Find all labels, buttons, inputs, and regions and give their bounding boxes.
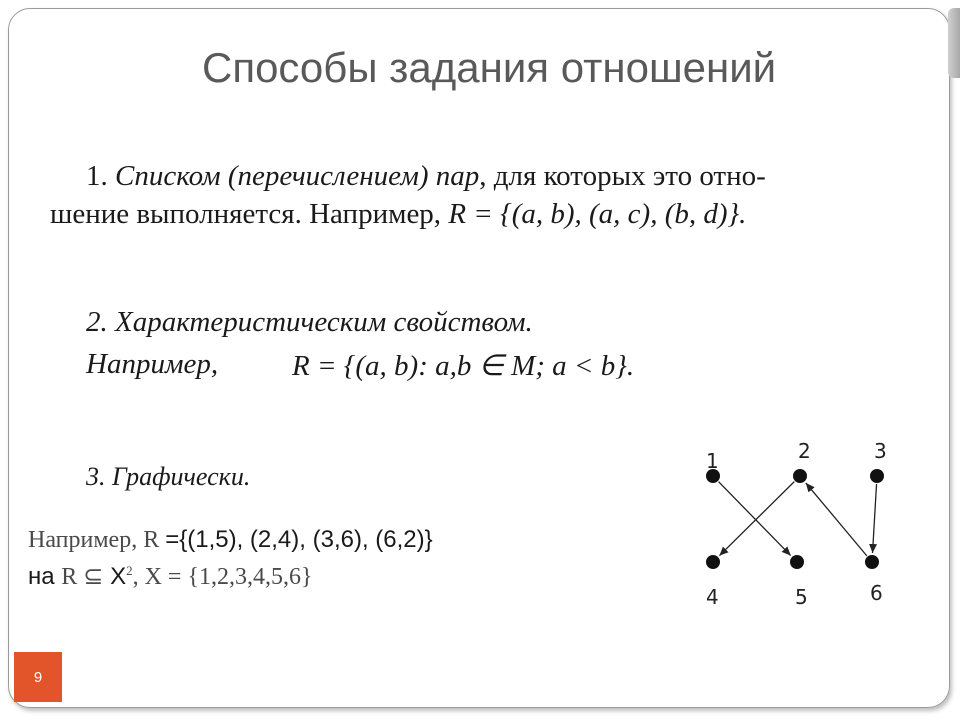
- method2-formula: R = {(a, b): a,b ∈ M; a < b}.: [292, 350, 635, 382]
- example-exponent: 2: [126, 563, 133, 578]
- method2-example-label: Например,: [86, 348, 219, 380]
- method1-number: 1.: [86, 160, 115, 192]
- subset-symbol: ⊆: [83, 564, 104, 590]
- slide-corner-tab: [948, 8, 960, 78]
- node-4: [706, 555, 720, 569]
- example-label: Например, R: [28, 527, 166, 553]
- node-3: [870, 469, 884, 483]
- node-label-2: 2: [798, 439, 811, 463]
- method1-formula: R = {(a, b), (a, c), (b, d)}.: [448, 198, 747, 230]
- example-x: X: [103, 563, 127, 590]
- method1-italic-term: Списком (перечислением) пар: [115, 160, 480, 192]
- node-label-3: 3: [874, 439, 887, 463]
- slide-title: Способы задания отношений: [202, 44, 777, 91]
- method1-line2-text: шение выполняется. Например,: [50, 198, 449, 230]
- edge-2-to-4: [719, 482, 794, 556]
- node-6: [865, 555, 879, 569]
- node-2: [793, 469, 807, 483]
- edge-6-to-2: [806, 483, 867, 556]
- method3-heading: 3. Графически.: [86, 462, 251, 491]
- example-on: на: [28, 563, 62, 590]
- page-number-badge: 9: [14, 652, 62, 702]
- node-label-6: 6: [870, 581, 883, 605]
- method1-line1: [86, 160, 766, 193]
- method2-heading: 2. Характеристическим свойством.: [86, 306, 533, 338]
- node-label-5: 5: [795, 585, 808, 609]
- example-pairs: ={(1,5), (2,4), (3,6), (6,2)}: [165, 526, 433, 553]
- example-r: R: [61, 564, 84, 590]
- relation-graph: [680, 430, 910, 610]
- method1-line2: [50, 198, 746, 231]
- example-set: , X = {1,2,3,4,5,6}: [132, 564, 313, 590]
- method1-line1-rest: , для которых это отно-: [479, 160, 766, 192]
- example-line2: [28, 562, 313, 591]
- node-label-1: 1: [706, 449, 719, 473]
- example-line1: [28, 526, 433, 554]
- edge-3-to-6: [873, 484, 877, 553]
- edge-1-to-5: [719, 482, 791, 556]
- node-5: [790, 555, 804, 569]
- node-label-4: 4: [706, 585, 719, 609]
